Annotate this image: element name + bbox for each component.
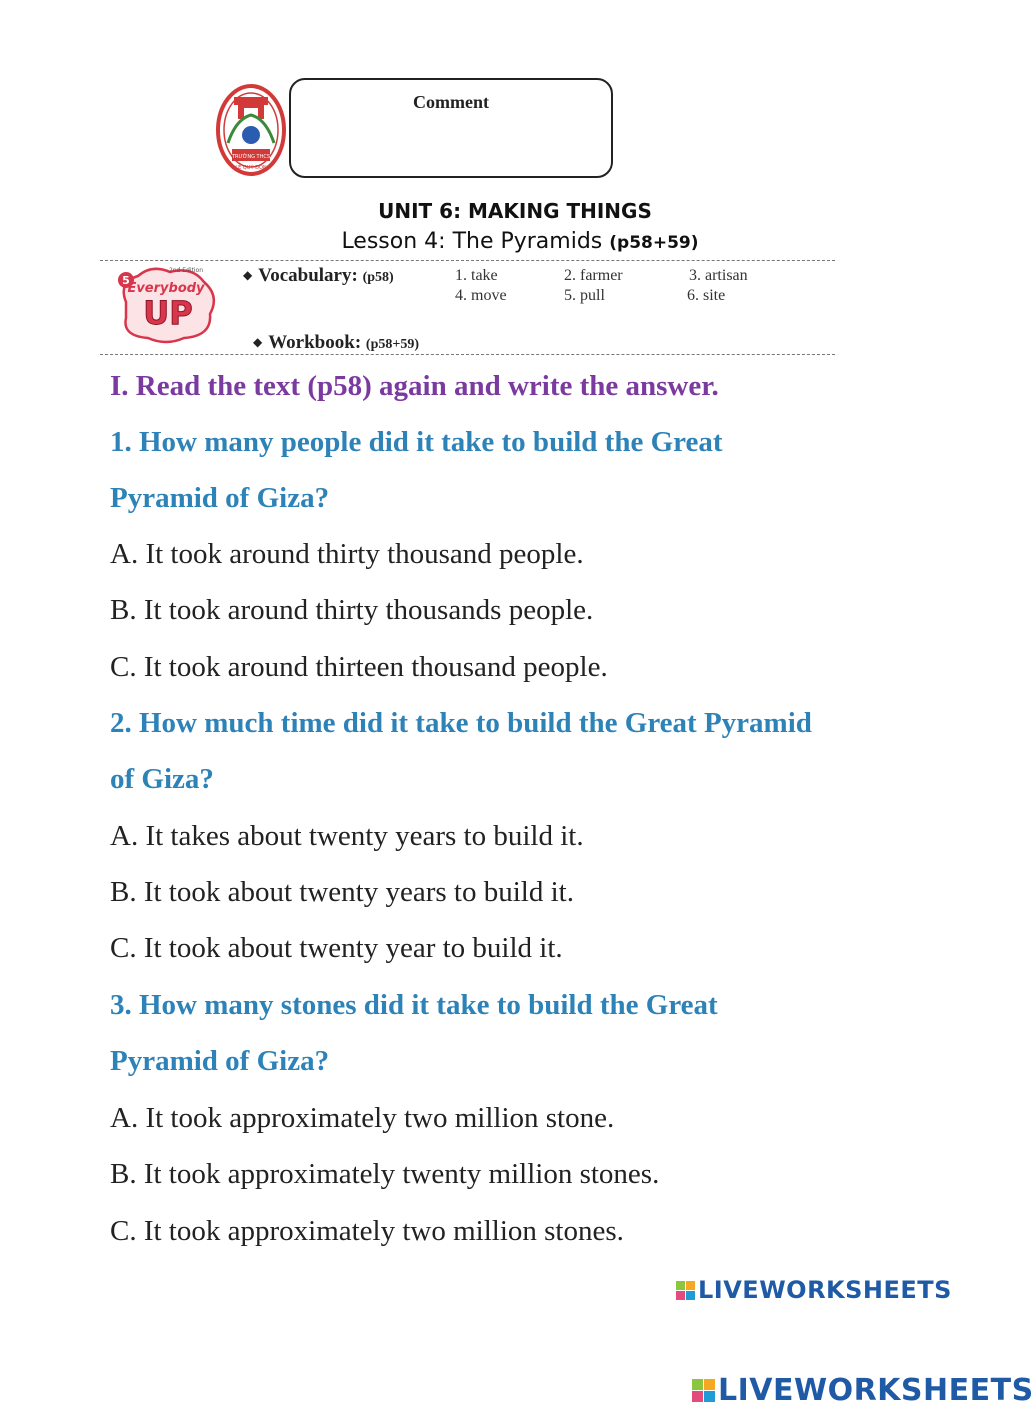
vocabulary-heading [243, 265, 394, 287]
liveworksheets-footer-logo[interactable] [692, 1373, 1034, 1408]
question-2-line-1: 2. How much time did it take to build the Great Pyramid [110, 707, 812, 739]
svg-text:TRƯỜNG THCS: TRƯỜNG THCS [231, 154, 271, 160]
svg-text:LÊ QUÝ ĐÔN: LÊ QUÝ ĐÔN [235, 165, 267, 171]
vocabulary-label: Vocabulary: [258, 265, 358, 286]
unit-title: UNIT 6: MAKING THINGS [378, 199, 652, 223]
liveworksheets-icon [692, 1379, 715, 1402]
liveworksheets-footer-text: LIVEWORKSHEETS [718, 1373, 1034, 1408]
svg-text:Everybody: Everybody [127, 281, 205, 296]
lesson-title [280, 229, 760, 254]
svg-text:UP: UP [143, 294, 193, 332]
svg-text:5: 5 [122, 274, 130, 287]
vocab-word: 3. artisan [689, 267, 748, 284]
question-3-option-b[interactable]: B. It took approximately twenty million stones. [110, 1158, 660, 1190]
question-3-line-1: 3. How many stones did it take to build the Great [110, 989, 718, 1021]
vocabulary-pages: (p58) [362, 270, 394, 285]
question-1-option-b[interactable]: B. It took around thirty thousands people. [110, 594, 594, 626]
vocab-word: 5. pull [564, 287, 605, 304]
question-1-option-a[interactable]: A. It took around thirty thousand people. [110, 538, 584, 570]
question-3-option-c[interactable]: C. It took approximately two million stones. [110, 1215, 624, 1247]
question-1-line-2: Pyramid of Giza? [110, 482, 330, 514]
lesson-pages: (p58+59) [609, 233, 699, 253]
question-2-option-c[interactable]: C. It took about twenty year to build it. [110, 932, 563, 964]
question-3-option-a[interactable]: A. It took approximately two million stone. [110, 1102, 615, 1134]
diamond-bullet-icon: ◆ [243, 268, 253, 282]
question-2-option-b[interactable]: B. It took about twenty years to build it. [110, 876, 574, 908]
section-title: I. Read the text (p58) again and write the answer. [110, 370, 719, 402]
comment-box[interactable] [289, 78, 613, 178]
everybody-up-logo [112, 262, 222, 344]
question-1-line-1: 1. How many people did it take to build the Great [110, 426, 723, 458]
vocab-word: 1. take [455, 267, 498, 284]
workbook-pages: (p58+59) [365, 337, 419, 352]
liveworksheets-text: LIVEWORKSHEETS [698, 1276, 952, 1304]
workbook-heading [253, 332, 419, 354]
vocab-word: 2. farmer [564, 267, 623, 284]
svg-text:2nd Edition: 2nd Edition [168, 267, 204, 274]
question-2-option-a[interactable]: A. It takes about twenty years to build it. [110, 820, 584, 852]
liveworksheets-watermark [676, 1276, 952, 1304]
divider-top [100, 260, 835, 261]
school-logo [216, 83, 286, 181]
liveworksheets-icon [676, 1281, 695, 1300]
comment-label: Comment [413, 92, 489, 112]
question-1-option-c[interactable]: C. It took around thirteen thousand people. [110, 651, 608, 683]
vocab-word: 6. site [687, 287, 726, 304]
divider-bottom [100, 354, 835, 355]
question-2-line-2: of Giza? [110, 763, 214, 795]
diamond-bullet-icon: ◆ [253, 335, 263, 349]
lesson-title-text: Lesson 4: The Pyramids [341, 229, 603, 254]
question-3-line-2: Pyramid of Giza? [110, 1045, 330, 1077]
vocab-word: 4. move [455, 287, 507, 304]
workbook-label: Workbook: [268, 332, 362, 353]
